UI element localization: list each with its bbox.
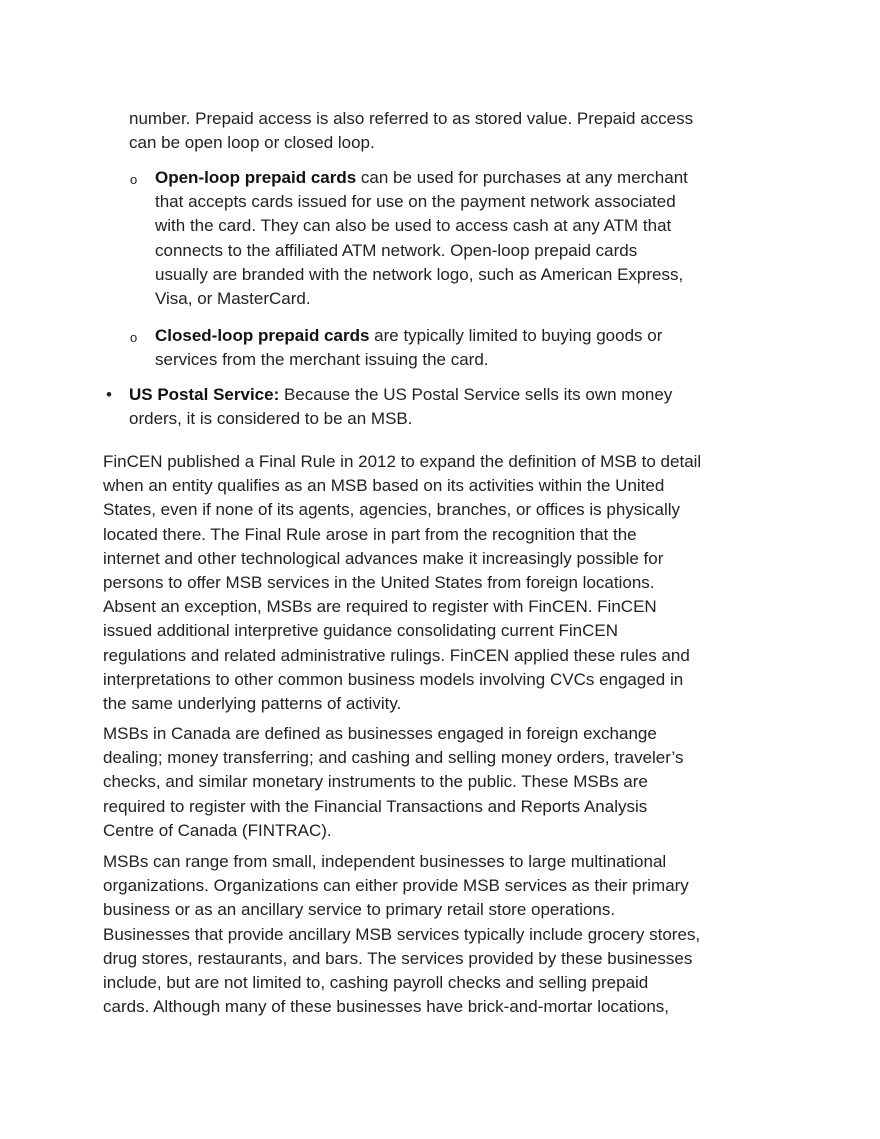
text-line: orders, it is considered to be an MSB. <box>129 409 413 429</box>
text-line: Businesses that provide ancillary MSB services typically include grocery stores, <box>103 924 701 944</box>
canada-paragraph <box>103 722 684 843</box>
text-line: MSBs can range from small, independent businesses to large multinational <box>103 852 667 871</box>
prepaid-access-continuation <box>129 107 693 155</box>
text-line: US Postal Service: Because the US Postal Service sells its own money <box>129 385 673 404</box>
text-line: cards. Although many of these businesses have brick-and-mortar locations, <box>103 997 670 1017</box>
bullet-icon: • <box>106 385 112 404</box>
bold-term: Closed-loop prepaid cards <box>155 326 370 345</box>
hollow-bullet-icon: o <box>130 172 138 187</box>
text-line: internet and other technological advances make it increasingly possible for <box>103 548 664 568</box>
text-line: Absent an exception, MSBs are required to register with FinCEN. FinCEN <box>103 597 657 617</box>
text-line: when an entity qualifies as an MSB based on its activities within the United <box>103 476 665 496</box>
msb-range-paragraph <box>103 850 700 1019</box>
text-line: with the card. They can also be used to access cash at any ATM that <box>155 216 672 236</box>
text-line: interpretations to other common business models involving CVCs engaged in <box>103 669 684 689</box>
text-line: persons to offer MSB services in the United States from foreign locations. <box>103 573 655 593</box>
text-line: number. Prepaid access is also referred to as stored value. Prepaid access <box>129 109 694 128</box>
text-line: FinCEN published a Final Rule in 2012 to expand the definition of MSB to detail <box>103 452 702 471</box>
bold-term: US Postal Service: <box>129 385 280 404</box>
text-line: Visa, or MasterCard. <box>155 289 311 309</box>
text-line: States, even if none of its agents, agencies, branches, or offices is physically <box>103 500 681 520</box>
us-postal-service-item <box>129 383 672 431</box>
text-line: that accepts cards issued for use on the payment network associated <box>155 192 676 212</box>
text-line: drug stores, restaurants, and bars. The services provided by these businesses <box>103 948 693 968</box>
text-line: the same underlying patterns of activity. <box>103 694 402 714</box>
text-line: MSBs in Canada are defined as businesses engaged in foreign exchange <box>103 724 657 743</box>
text-line: connects to the affiliated ATM network. Open-loop prepaid cards <box>155 240 638 260</box>
open-loop-item <box>155 166 688 311</box>
text-line: issued additional interpretive guidance consolidating current FinCEN <box>103 621 619 641</box>
text-line: dealing; money transferring; and cashing and selling money orders, traveler’s <box>103 748 684 768</box>
text-line: can be open loop or closed loop. <box>129 133 375 153</box>
fincen-paragraph <box>103 450 701 716</box>
closed-loop-item <box>155 324 662 372</box>
text-line: Centre of Canada (FINTRAC). <box>103 820 332 840</box>
text-line: regulations and related administrative rulings. FinCEN applied these rules and <box>103 645 690 665</box>
hollow-bullet-icon: o <box>130 330 138 345</box>
bold-term: Open-loop prepaid cards <box>155 168 357 187</box>
text-line: Open-loop prepaid cards can be used for purchases at any merchant <box>155 168 688 187</box>
text-line: located there. The Final Rule arose in part from the recognition that the <box>103 524 637 544</box>
text-line: include, but are not limited to, cashing payroll checks and selling prepaid <box>103 973 649 993</box>
text-line: business or as an ancillary service to primary retail store operations. <box>103 900 616 920</box>
text-line: organizations. Organizations can either provide MSB services as their primary <box>103 876 689 896</box>
text-line: services from the merchant issuing the card. <box>155 350 489 370</box>
text-line: required to register with the Financial Transactions and Reports Analysis <box>103 796 648 816</box>
text-line: checks, and similar monetary instruments to the public. These MSBs are <box>103 772 648 792</box>
text-line: usually are branded with the network logo, such as American Express, <box>155 264 684 284</box>
text-line: Closed-loop prepaid cards are typically limited to buying goods or <box>155 326 663 345</box>
